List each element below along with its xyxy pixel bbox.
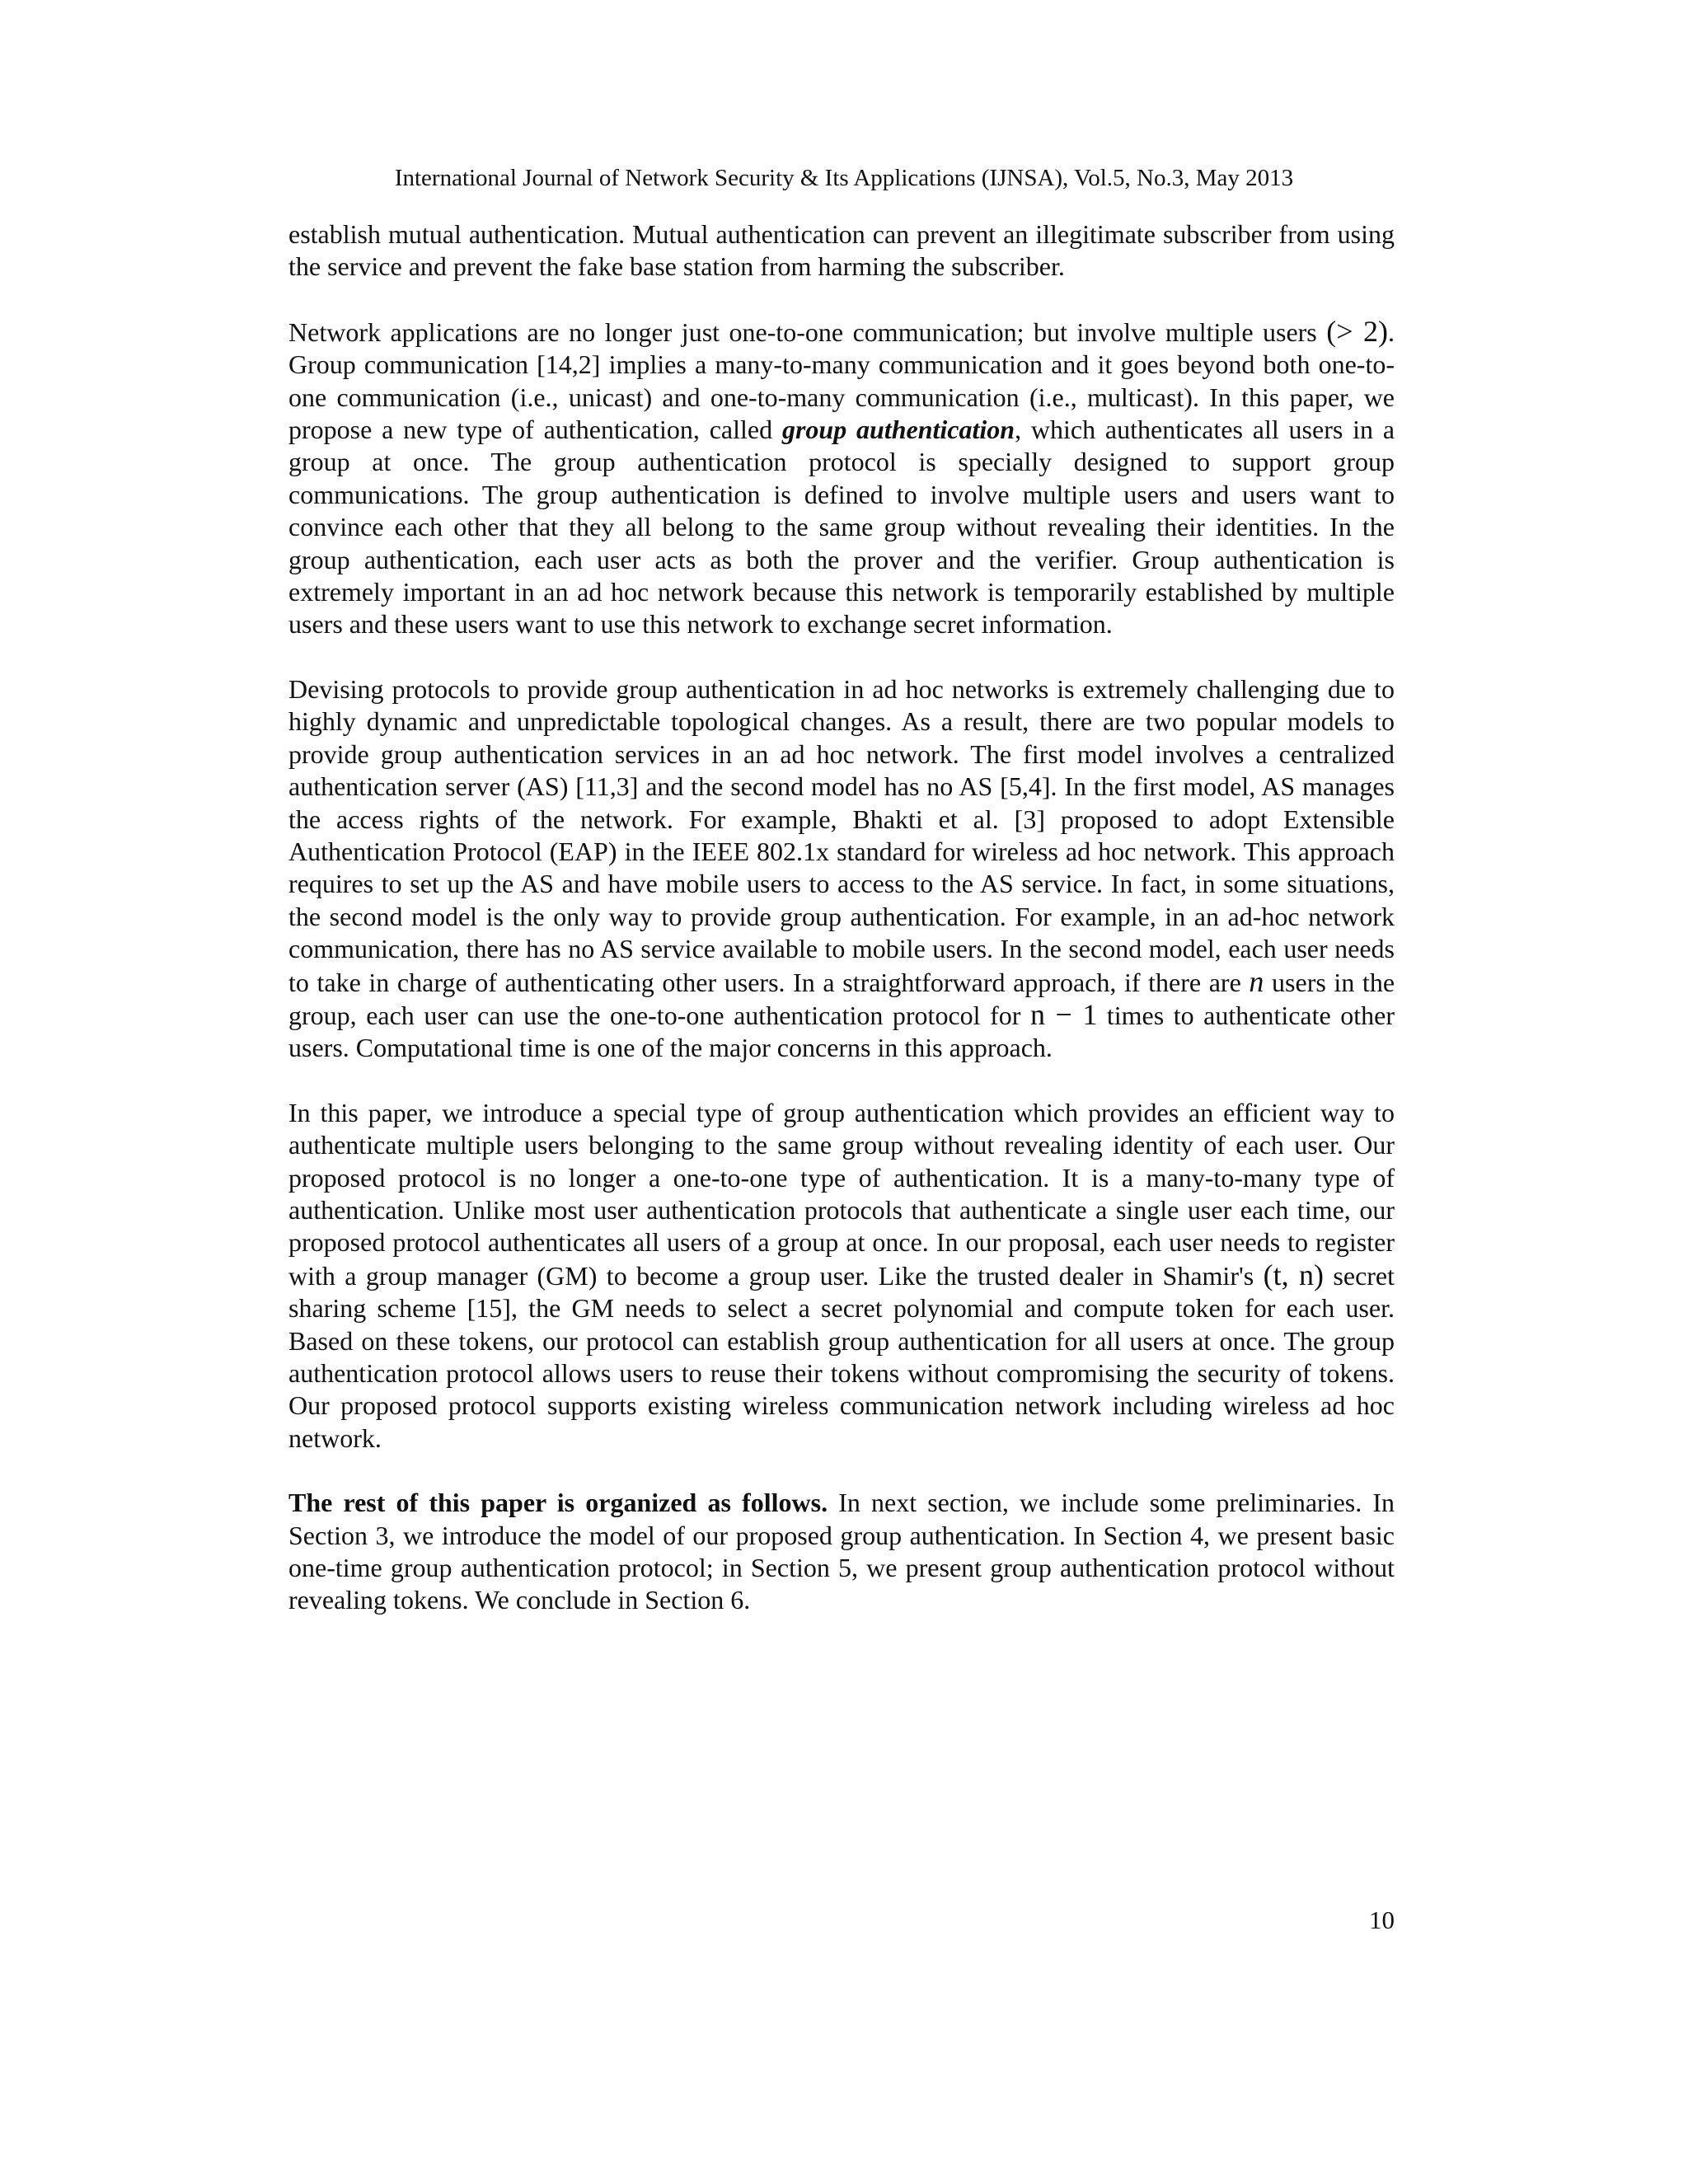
running-head: International Journal of Network Security & Its Applications (IJNSA), Vol.5, No.3, May 2013 bbox=[394, 165, 1294, 191]
paragraph-2 bbox=[288, 316, 1395, 641]
paragraph-1-text: establish mutual authentication. Mutual authentication can prevent an illegitimate subscriber from using the service and prevent the fake base station from harming the subscriber. bbox=[288, 219, 1395, 282]
body-text bbox=[288, 218, 1395, 1649]
paragraph-4 bbox=[288, 1097, 1395, 1455]
paragraph-2-text-a: Network applications are no longer just one-to-one communication; but involve multiple users bbox=[288, 316, 1317, 347]
paragraph-2-text-b: . Group communication [14,2] implies a many-to-many communication and it goes beyond both one-to-one communication (i.e., unicast) and one-to-many communication (i.e., multicast). In this paper, we propose a new type of authentication, called bbox=[288, 316, 1395, 445]
paragraph-1 bbox=[288, 218, 1395, 284]
paragraph-4-text-b: secret sharing scheme [15], the GM needs to select a secret polynomial and compute token for each user. Based on these tokens, our protocol can establish group authentication for all users at once. The group authentication protocol allows users to reuse their tokens without compromising the security of tokens. Our proposed protocol supports existing wireless communication network including wireless ad hoc network. bbox=[288, 1260, 1395, 1453]
math-n-minus-one: n − 1 bbox=[1029, 997, 1098, 1031]
paragraph-3-text-a: Devising protocols to provide group authentication in ad hoc networks is extremely challenging due to highly dynamic and unpredictable topological changes. As a result, there are two popular models to provide group authentication services in an ad hoc network. The first model involves a centralized authentication server (AS) [11,3] and the second model has no AS [5,4]. In the first model, AS manages the access rights of the network. For example, Bhakti et al. [3] proposed to adopt Extensible Authentication Protocol (EAP) in the IEEE 802.1x standard for wireless ad hoc network. This approach requires to set up the AS and have mobile users to access to the AS service. In fact, in some situations, the second model is the only way to provide group authentication. For example, in an ad-hoc network communication, there has no AS service available to mobile users. In the second model, each user needs to take in charge of authenticating other users. In a straightforward approach, if there are bbox=[288, 673, 1395, 997]
paragraph-5 bbox=[288, 1487, 1395, 1617]
math-n-var: n bbox=[1249, 964, 1264, 998]
math-n bbox=[1249, 965, 1264, 998]
paragraph-3-text-c: times to authenticate other users. Computational time is one of the major concerns in this approach. bbox=[288, 1000, 1395, 1063]
paragraph-2-text-c: , which authenticates all users in a group at once. The group authentication protocol is specially designed to support group communications. The group authentication is defined to involve multiple users and users want to convince each other that they all belong to the same group without revealing their identities. In the group authentication, each user acts as both the prover and the verifier. Group authentication is extremely important in an ad hoc network because this network is temporarily established by multiple users and these users want to use this network to exchange secret information. bbox=[288, 415, 1395, 640]
math-gt-two: (> 2) bbox=[1326, 314, 1389, 348]
paragraph-5-lead: The rest of this paper is organized as follows. bbox=[288, 1488, 828, 1518]
page-number: 10 bbox=[1369, 1905, 1395, 1934]
math-t-n: (t, n) bbox=[1263, 1258, 1324, 1291]
paragraph-4-text-a: In this paper, we introduce a special type of group authentication which provides an efficient way to authenticate multiple users belonging to the same group without revealing identity of each user. Our proposed protocol is no longer a one-to-one type of authentication. It is a many-to-many type of authentication. Unlike most user authentication protocols that authenticate a single user each time, our proposed protocol authenticates all users of a group at once. In our proposal, each user needs to register with a group manager (GM) to become a group user. Like the trusted dealer in Shamir's bbox=[288, 1097, 1395, 1291]
term-group-authentication: group authentication bbox=[781, 415, 1015, 445]
paragraph-3 bbox=[288, 673, 1395, 1065]
paragraph-3-text-b: users in the group, each user can use the one-to-one authentication protocol for bbox=[288, 967, 1395, 1030]
paragraph-5-text: In next section, we include some preliminaries. In Section 3, we introduce the model of our proposed group authentication. In Section 4, we present basic one-time group authentication protocol; in Section 5, we present group authentication protocol without revealing tokens. We conclude in Section 6. bbox=[288, 1488, 1395, 1615]
